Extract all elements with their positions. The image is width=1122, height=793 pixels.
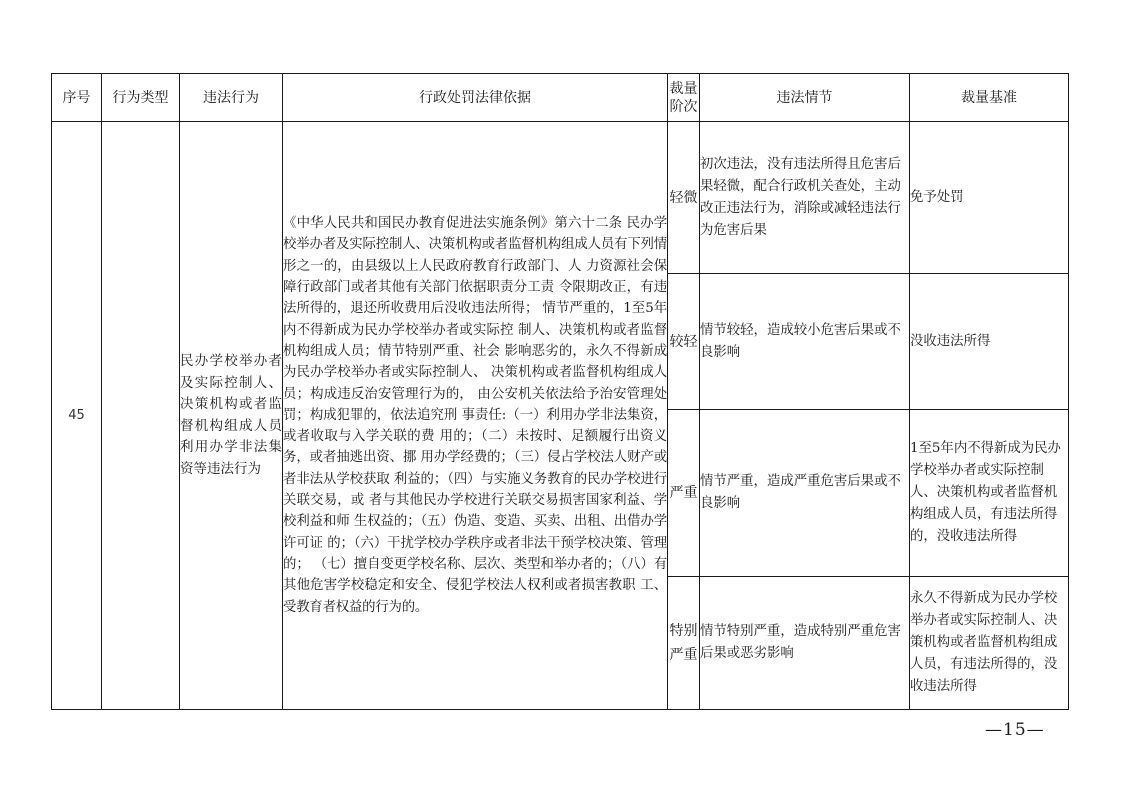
header-seq: 序号 [52,74,102,122]
header-act: 违法行为 [180,74,283,122]
row-act: 民办学校举办者 及实际控制人、 决策机构或者监 督机构组成人员 利用办学非法集 资等违法行为 [180,122,283,710]
penalty-standard-table [51,73,1069,710]
tier-situation-2: 情节较轻，造成较小危害后果或不良影响 [700,274,910,410]
header-basis: 行政处罚法律依据 [283,74,668,122]
tier-standard-2: 没收违法所得 [910,274,1069,410]
row-type [102,122,180,710]
header-standard: 裁量基准 [910,74,1069,122]
row-basis: 《中华人民共和国民办教育促进法实施条例》第六十二条 民办学校举办者及实际控制人、决策机构或者监督机构组成人员有下列情形之一的，由县级以上人民政府教育行政部门、人 力资源社会保障行政部门或者其他有关部门依据职责分工责 令限期改正，有违法所得的，退还所收费用后没收违法所得； 情节严重的，1至5年内不得新成为民办学校举办者或实际控 制人、决策机构或者监督机构组成人员；情节特别严重、社会 影响恶劣的，永久不得新成为民办学校举办者或实际控制人、 决策机构或者监督机构组成人员；构成违反治安管理行为的， 由公安机关依法给予治安管理处罚；构成犯罪的，依法追究刑 事责任:（一）利用办学非法集资，或者收取与入学关联的费 用的；（二）未按时、足额履行出资义务，或者抽逃出资、挪 用办学经费的；（三）侵占学校法人财产或者非法从学校获取 利益的；（四）与实施义务教育的民办学校进行关联交易，或 者与其他民办学校进行关联交易损害国家利益、学校利益和师 生权益的；（五）伪造、变造、买卖、出租、出借办学许可证 的；（六）干扰学校办学秩序或者非法干预学校决策、管理的； （七）擅自变更学校名称、层次、类型和举办者的；（八）有 其他危害学校稳定和安全、侵犯学校法人权利或者损害教职 工、受教育者权益的行为的。 [283,122,668,710]
tier-situation-1: 初次违法，没有违法所得且危害后果轻微，配合行政机关查处，主动 改正违法行为，消除或减轻违法行 为危害后果 [700,122,910,274]
header-level-line2: 阶次 [669,98,698,115]
tier-level-1: 轻微 [668,122,700,274]
tier-level-4: 特别严重 [668,577,700,710]
tier-standard-3: 1至5年内不得新成为民办学校举办者或实际控制 人、决策机构或者监督机 构组成人员，有违法所得 的，没收违法所得 [910,410,1069,577]
table-row [52,122,1069,274]
row-seq: 45 [52,122,102,710]
header-level-line1: 裁量 [669,80,698,97]
tier-standard-1: 免予处罚 [910,122,1069,274]
header-type: 行为类型 [102,74,180,122]
header-level [668,74,700,122]
tier-situation-4: 情节特别严重，造成特别严重危害后果或恶劣影响 [700,577,910,710]
tier-level-3: 严重 [668,410,700,577]
tier-standard-4: 永久不得新成为民办学校 举办者或实际控制人、决 策机构或者监督机构组成 人员，有违法所得的，没 收违法所得 [910,577,1069,710]
header-situation: 违法情节 [700,74,910,122]
header-row [52,74,1069,122]
tier-situation-3: 情节严重，造成严重危害后果或不良影响 [700,410,910,577]
page-number: —15— [985,720,1045,740]
tier-level-2: 较轻 [668,274,700,410]
